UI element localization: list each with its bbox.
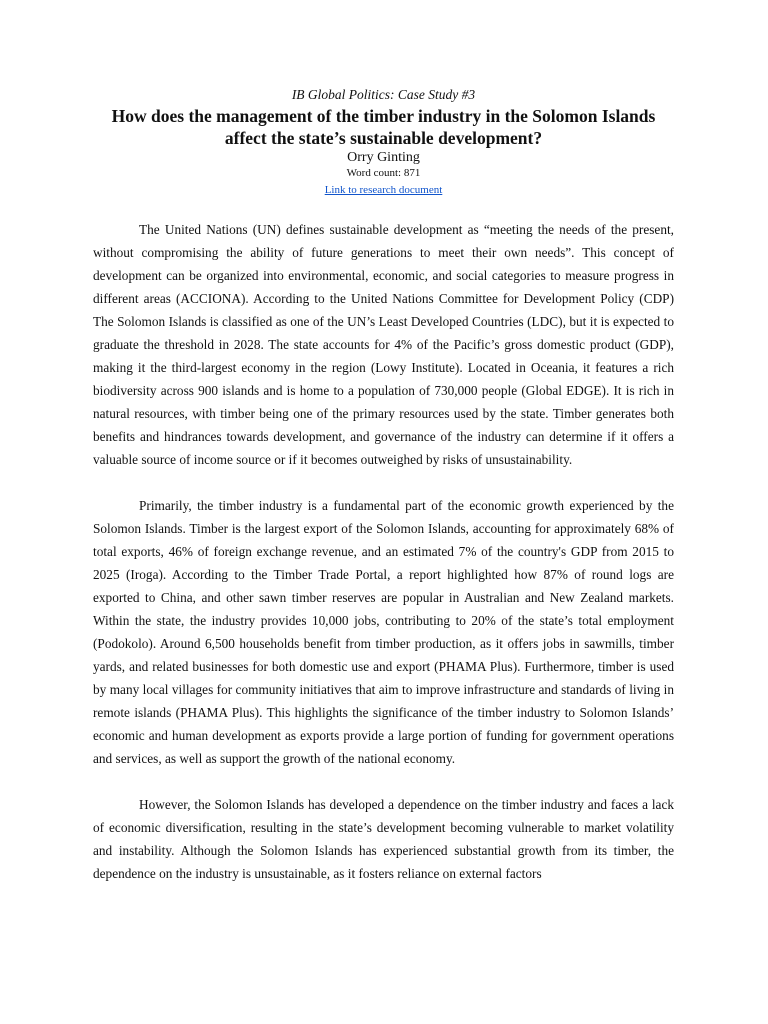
document-title <box>93 105 674 149</box>
author-name: Orry Ginting <box>347 150 420 165</box>
document-header <box>93 86 674 198</box>
paragraph-3: However, the Solomon Islands has developed a dependence on the timber industry and faces a lack of economic diversification, resulting in the state’s development becoming vulnerable to market volatility and instability. Although the Solomon Islands has experienced substantial growth from its timber, the dependence on the industry is unsustainable, as it fosters reliance on external factors <box>93 797 674 881</box>
paragraph-1: The United Nations (UN) defines sustainable development as “meeting the needs of the present, without compromising the ability of future generations to meet their own needs”. This concept of development can be organized into environmental, economic, and social categories to measure progress in different areas (ACCIONA). According to the United Nations Committee for Development Policy (CDP) The Solomon Islands is classified as one of the UN’s Least Developed Countries (LDC), but it is expected to graduate the threshold in 2028. The state accounts for 4% of the Pacific’s gross domestic product (GDP), making it the third-largest economy in the region (Lowy Institute). Located in Oceania, it features a rich biodiversity across 900 islands and is home to a population of 730,000 people (Global EDGE). It is rich in natural resources, with timber being one of the primary resources used by the state. Timber generates both benefits and hindrances towards development, and governance of the industry can determine if it offers a valuable source of income source or if it becomes outweighed by risks of unsustainability. <box>93 222 674 467</box>
paragraph-2: Primarily, the timber industry is a fundamental part of the economic growth experienced by the Solomon Islands. Timber is the largest export of the Solomon Islands, accounting for approximately 68% of total exports, 46% of foreign exchange revenue, and an estimated 7% of the country's GDP from 2015 to 2025 (Iroga). According to the Timber Trade Portal, a report highlighted how 87% of round logs are exported to China, and other sawn timber reserves are popular in Australian and New Zealand markets. Within the state, the industry provides 10,000 jobs, contributing to 20% of the state’s total employment (Podokolo). Around 6,500 households benefit from timber production, as it offers jobs in sawmills, timber yards, and related businesses for both domestic use and export (PHAMA Plus). Furthermore, timber is used by many local villages for community initiatives that aim to improve infrastructure and standards of living in remote islands (PHAMA Plus). This highlights the significance of the timber industry to Solomon Islands’ economic and human development as exports provide a large portion of funding for government operations and services, as well as support the growth of the national economy. <box>93 498 674 766</box>
word-count: Word count: 871 <box>346 167 421 179</box>
document-body <box>93 218 674 885</box>
title-line-2: affect the state’s sustainable development? <box>224 128 543 148</box>
title-line-1: How does the management of the timber industry in the Solomon Islands <box>111 106 656 126</box>
document-page <box>93 86 674 908</box>
case-study-kicker: IB Global Politics: Case Study #3 <box>291 87 476 102</box>
research-document-link[interactable]: Link to research document <box>324 184 443 196</box>
